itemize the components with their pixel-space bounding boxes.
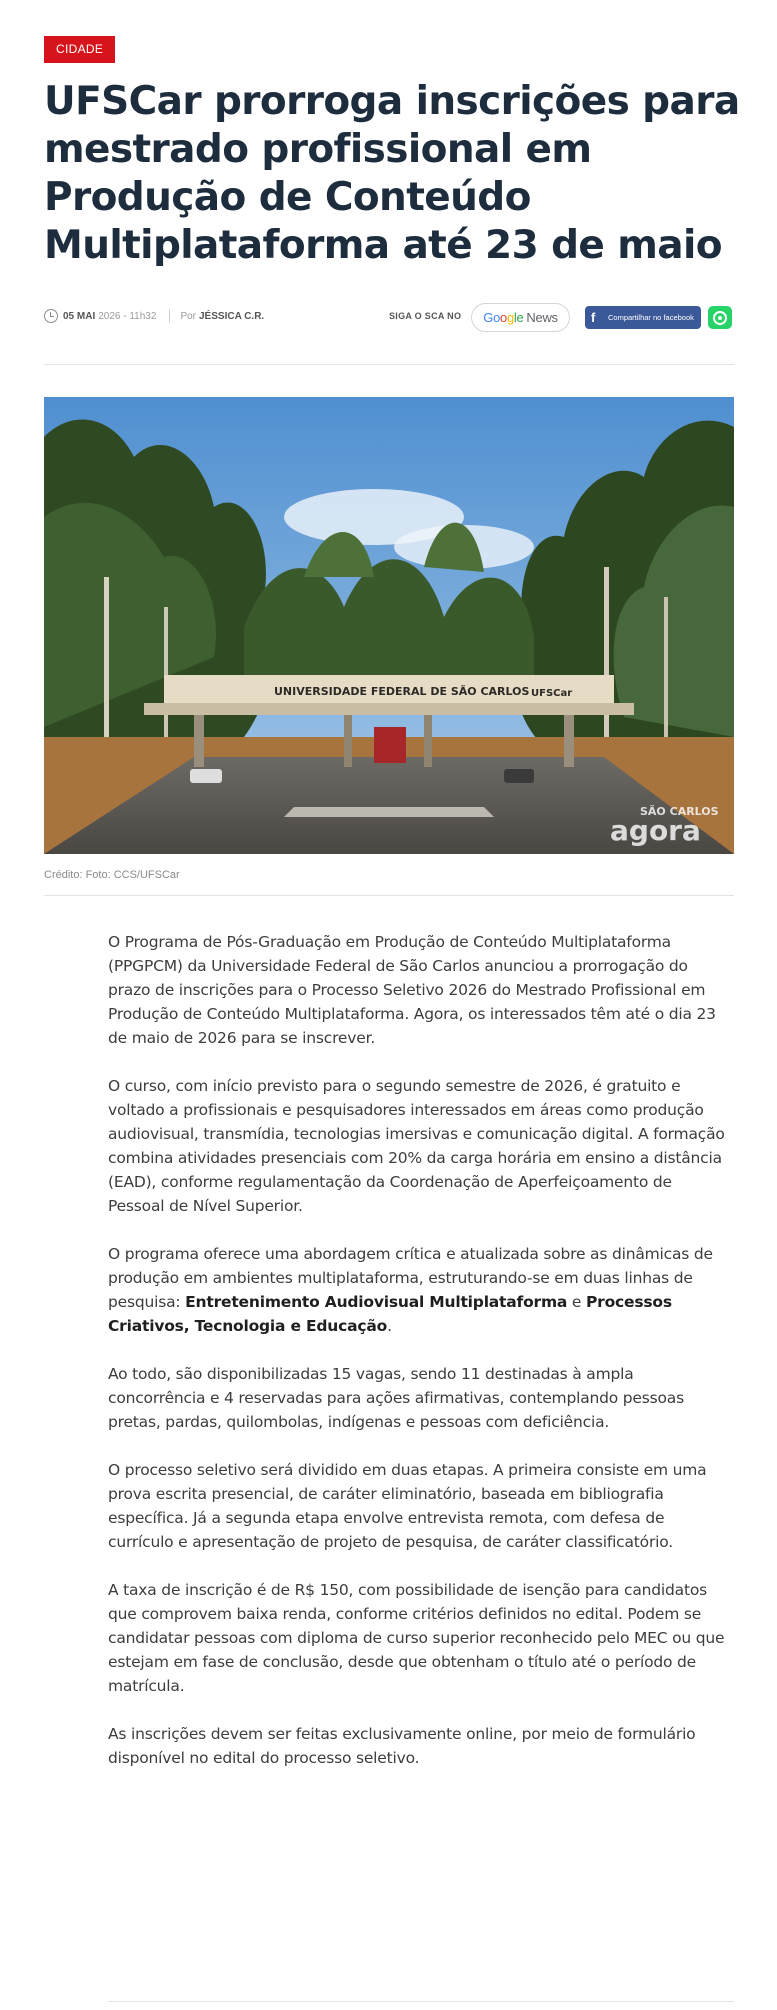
article-meta-bar: [44, 303, 734, 333]
follow-label: SIGA O SCA NO: [389, 311, 462, 321]
google-news-logo-part: Go: [483, 310, 501, 325]
category-badge[interactable]: CIDADE: [44, 36, 115, 63]
whatsapp-icon: [713, 311, 727, 325]
facebook-share-label: Compartilhar no facebook: [608, 313, 694, 322]
author-name[interactable]: JÉSSICA C.R.: [199, 310, 265, 322]
meta-divider: [169, 309, 170, 323]
article-paragraph: Ao todo, são disponibilizadas 15 vagas, sendo 11 destinadas à ampla concorrência e 4 reservadas para ações afirmativas, contemplando pessoas pretas, pardas, quilombolas, indígenas e pessoas com deficiência.: [108, 1365, 684, 1431]
article-paragraph: O Programa de Pós-Graduação em Produção de Conteúdo Multiplataforma (PPGPCM) da Universidade Federal de São Carlos anunciou a prorrogação do prazo de inscrições para o Processo Seletivo 2026 do Mestrado Profissional em Produção de Conteúdo Multiplataforma. Agora, os interessados têm até o dia 23 de maio de 2026 para se inscrever.: [108, 933, 716, 1047]
gate-lettering: UNIVERSIDADE FEDERAL DE SÃO CARLOS: [274, 685, 530, 698]
article-paragraph: O programa oferece uma abordagem crítica e atualizada sobre as dinâmicas de produção em ambientes multiplataforma, estruturando-se em duas linhas de pesquisa: Entretenimento Audiovisual Multiplataforma e Processos Criativos, Tecnologia e Educação.: [108, 1245, 713, 1335]
article-photo: [44, 397, 734, 854]
google-news-label: News: [526, 310, 558, 325]
watermark-line1: SÃO CARLOS: [640, 805, 719, 818]
watermark-line2: agora: [610, 814, 701, 847]
divider: [44, 364, 734, 365]
article-paragraph: O processo seletivo será dividido em duas etapas. A primeira consiste em uma prova escrita presencial, de caráter eliminatório, baseada em bibliografia específica. Já a segunda etapa envolve entrevista remota, com defesa de currículo e apresentação de projeto de pesquisa, de caráter classificatório.: [108, 1461, 707, 1551]
research-line-2: Processos Criativos, Tecnologia e Educação: [108, 1293, 672, 1335]
facebook-share-button[interactable]: [585, 306, 701, 329]
author-prefix: Por: [180, 310, 196, 322]
whatsapp-share-button[interactable]: [708, 306, 732, 329]
facebook-icon: f: [591, 309, 596, 325]
gate-logo-text: UFSCar: [531, 688, 573, 699]
publish-date: 05 MAI: [63, 310, 96, 322]
divider: [108, 2001, 734, 2002]
article-meta: [44, 309, 264, 323]
clock-icon: [44, 309, 58, 323]
article-body: [108, 930, 730, 1794]
article-paragraph: As inscrições devem ser feitas exclusivamente online, por meio de formulário disponível no edital do processo seletivo.: [108, 1725, 696, 1767]
google-news-logo-part: le: [513, 310, 524, 325]
article-paragraph: O curso, com início previsto para o segundo semestre de 2026, é gratuito e voltado a profissionais e pesquisadores interessados em áreas como produção audiovisual, transmídia, tecnologias imersivas e comunicação digital. A formação combina atividades presenciais com 20% da carga horária em ensino a distância (EAD), conforme regulamentação da Coordenação de Aperfeiçoamento de Pessoal de Nível Superior.: [108, 1077, 725, 1215]
research-line-1: Entretenimento Audiovisual Multiplataforma: [185, 1293, 568, 1311]
publish-time: 2026 - 11h32: [98, 310, 157, 322]
ufscar-gate-photo: [44, 397, 734, 854]
photo-credit: Crédito: Foto: CCS/UFSCar: [44, 869, 180, 881]
google-news-button[interactable]: [471, 303, 570, 332]
article-paragraph: A taxa de inscrição é de R$ 150, com possibilidade de isenção para candidatos que comprovem baixa renda, conforme critérios definidos no edital. Podem se candidatar pessoas com diploma de curso superior reconhecido pelo MEC ou que estejam em fase de conclusão, desde que obtenham o título até o período de matrícula.: [108, 1581, 725, 1695]
google-news-logo-part: o: [500, 310, 507, 325]
article-headline: UFSCar prorroga inscrições para mestrado profissional em Produção de Conteúdo Multiplataforma até 23 de maio: [44, 79, 740, 268]
divider: [44, 895, 734, 896]
google-news-logo-part: g: [506, 310, 514, 325]
